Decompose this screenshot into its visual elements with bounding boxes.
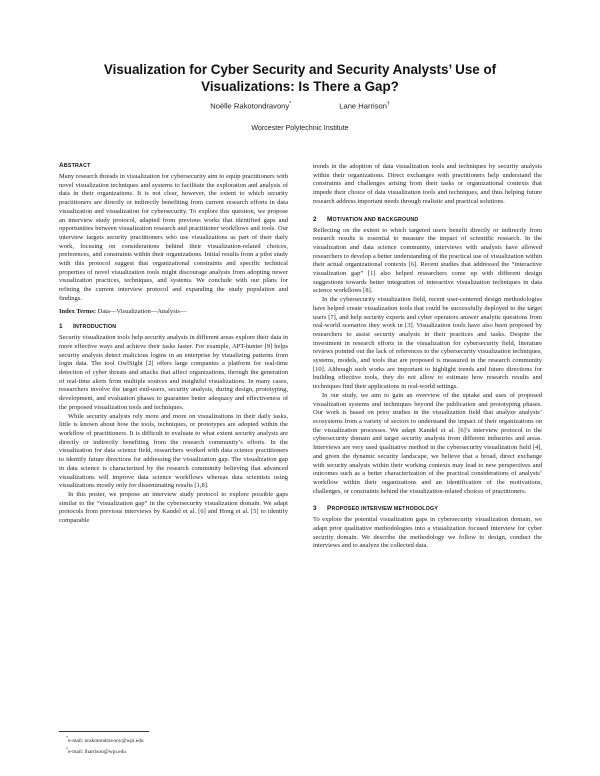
right-column — [313, 163, 542, 551]
paper-title: Visualization for Cyber Security and Security Analysts’ Use of Visualizations: Is There a Gap? — [103, 62, 497, 94]
index-terms — [59, 308, 288, 317]
section-1-paragraph-2: While security analysts rely more and more on visualizations in their daily tasks, little is known about how the tools, techniques, or prototypes are adopted within the workflow of practitioners. It is difficult to evaluate to what extent security analysts are directly or indirectly benefiting from the research community’s efforts. In the visualization for data science field, researchers worked with data science practitioners to identify future directions for addressing the visualization gap. The visualization gap in data science is characterized by the research community believing that advanced visualizations will improve data science workflows whereas data scientists using visualizations mostly only for disseminating results [1,8]. — [59, 412, 288, 490]
index-terms-label: Index Terms: — [59, 307, 97, 315]
section-2-paragraph-2: In the cybersecurity visualization field, recent user-centered design methodologies have helped create visualization tools that could be successfully deployed to the target users [7], and help security experts and cyber operators answer analytic questions from real-world scenarios they work in [3]. Visualization tools have also been proposed by researchers to assist security analysts in their practices and tasks. Despite the investment in research efforts in the visualization for cybersecurity field, literature reviews pointed out the lack of references to the cybersecurity visualization techniques, systems, models, and tools that are proposed is measured in the research community [10]. Although such works are important to highlight trends and future directions for building effective tools, they do not allow to estimate how research results and techniques find their applications in real-world settings. — [313, 296, 542, 391]
author-1-mark: * — [289, 101, 292, 107]
footnotes — [66, 734, 144, 756]
index-terms-text: Data—Visualization—Analysis— — [97, 307, 187, 315]
author-2 — [339, 101, 389, 111]
section-2-paragraph-3: In our study, we aim to gain an overview of the uptake and uses of proposed visualization systems and techniques beyond the publication and prototyping phases. Our work is based on prior studies in the visualization field that analyze analysts’ ecosystems from a variety of sectors to understand the impact of their organizations on the visualization processes. We adapt Kandel et al. [6]’s interview protocol to the cybersecurity domain and target security analysts from different industries and areas. Interviews are very used qualitative method in the cybersecurity visualization field [4], and given the dynamic security landscape, we believe that a broad, direct exchange with security analysts within their working contexts may lead to new perspectives and outcomes such as a better characterization of the practical considerations of analysts’ workflow within their organizations and an identification of the motivations, challenges, or constraints behind the visualization-related choices of practitioners. — [313, 391, 542, 495]
author-list — [0, 101, 600, 111]
abstract-text: Many research threads in visualization for cybersecurity aim to equip practitioners with novel visualization techniques and systems to facilitate the exploration and analysis of data in their organizations. It is not clear, however, the extent to which security practitioners are directly or indirectly benefiting from current research efforts in data visualization and visualization for cybersecurity. To explore this question, we propose an interview study protocol, adapted from previous works that identified gaps and opportunities between visualization research and practitioner workflows and tools. Our interview targets security practitioners who use visualizations as part of their daily work, focusing on considerations behind their visualization-related choices, preferences, and constraints within their organizations. Initial results from a pilot study with this protocol suggest that organizational constraints and specific technical properties of novel visualization tools might discourage analysts from adopting newer visualization practices, techniques, and systems. We conclude with our plans for refining the current interview protocol and expanding the study population and findings. — [59, 173, 288, 302]
author-2-mark: † — [386, 101, 390, 107]
section-1-paragraph-1: Security visualization tools help security analysts in different areas explore their data in more effective ways and achieve their tasks faster. For example, APT-hunter [9] helps security analysts detect malicious logins in an enterprise by visualizing patterns from login data. The tool OwlSight [2] offers large companies a platform for real-time detection of cyber threats and attacks that affect organizations, through the generation of real-time alerts from multiple sources and insightful visualizations. In many cases, researchers involve the target end-users, security analysts, during design, prototyping, development, and evaluation phases to guarantee better adequacy and effectiveness of the proposed visualization tools and techniques. — [59, 334, 288, 411]
abstract-heading: ABSTRACT — [59, 162, 91, 169]
section-2-paragraph-1: Reflecting on the extent to which targeted users benefit directly or indirectly from research results is essential to measure the impact of scientific research. In the visualization and data science community, interviews with analysts have allowed researchers to develop a better understanding of the practical use of visualization within their actual organizational contexts [6]. Recent studies that addressed the “interactive visualization gap” [1] also helped researchers come up with different design suggestions towards better integration of interactive visualization techniques in data science workflows [8]. — [313, 226, 542, 295]
affiliation: Worcester Polytechnic Institute — [251, 124, 349, 132]
footnote-2: †e-mail: lharrison@wpi.edu — [66, 745, 126, 755]
section-2-heading: 2 MOTIVATION AND BACKGROUND — [313, 215, 419, 223]
left-column — [59, 162, 288, 526]
section-1-heading: 1 INTRODUCTION — [59, 323, 117, 331]
author-1 — [210, 101, 291, 111]
section-1-paragraph-3: In this poster, we propose an interview study protocol to explore possible gaps similar to the “visualization gap” in the cybersecurity visualization domain. We adapt protocols from previous interviews by Kandel et al. [6] and Hong et al. [5] to identify comparable — [59, 490, 288, 525]
footnote-1: *e-mail: nrakotondravony@wpi.edu — [66, 735, 144, 744]
footnote-divider — [59, 731, 149, 732]
section-1-continuation: trends in the adoption of data visualization tools and techniques by security analysts within their organizations. Direct exchanges with practitioners help understand the constraints and challenges arising from their tasks or organizational contexts that impede their choice of data visualization tools and techniques, and thus helping future research address important needs through realistic and practical solutions. — [313, 163, 542, 205]
section-3-paragraph-1: To explore the potential visualization gaps in cybersecurity visualization domain, we adapt prior qualitative methodologies into a visualization focused interview for cyber security domain. We describe the methodology we follow to design, conduct the interviews and to analyze the collected data. — [313, 516, 542, 550]
section-3-heading: 3 PROPOSED INTERVIEW METHODOLOGY — [313, 505, 439, 513]
author-2-name: Lane Harrison — [339, 101, 387, 111]
author-1-name: Noëlle Rakotondravony — [210, 101, 290, 111]
